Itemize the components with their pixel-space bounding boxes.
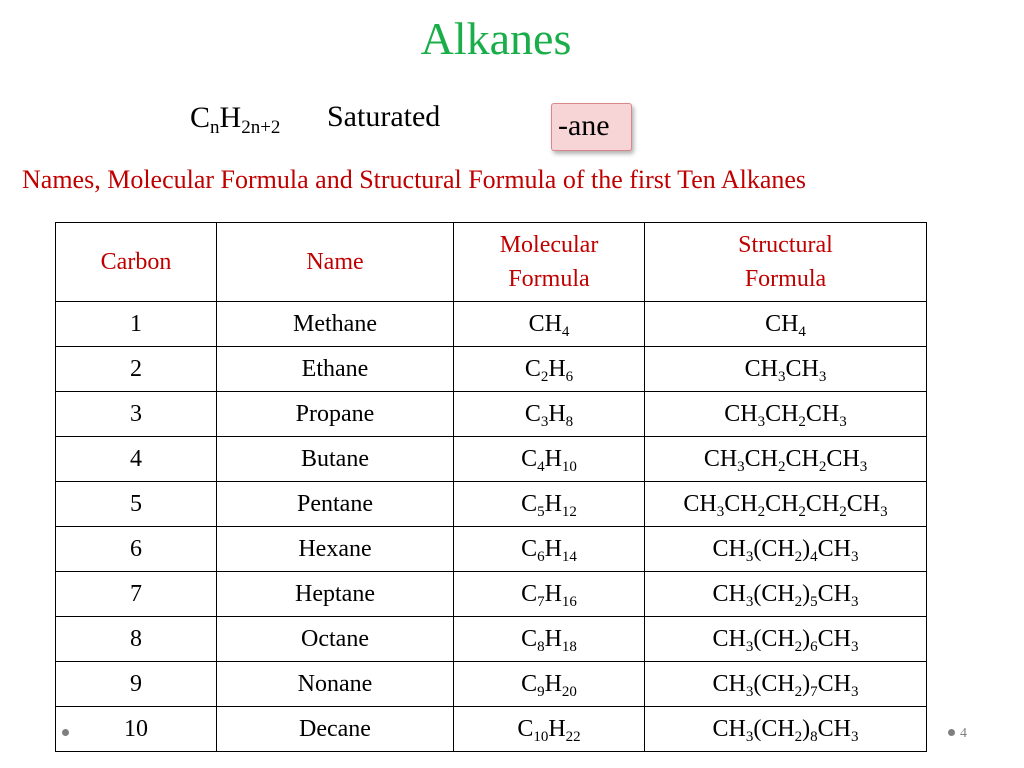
table-row xyxy=(56,617,927,662)
carbon-count-cell: 4 xyxy=(56,437,217,482)
header-carbon: Carbon xyxy=(56,223,217,302)
carbon-count-cell: 2 xyxy=(56,347,217,392)
carbon-count-cell: 8 xyxy=(56,617,217,662)
structural-formula-cell: $CH_3(CH_2)_4CH_3$ xyxy=(645,527,927,572)
carbon-count-cell: 5 xyxy=(56,482,217,527)
structural-formula-cell: $CH_3CH_3$ xyxy=(645,347,927,392)
molecular-formula-cell: $C_8H_{18}$ xyxy=(454,617,645,662)
table-row xyxy=(56,572,927,617)
structural-formula-cell: $CH_3(CH_2)_8CH_3$ xyxy=(645,707,927,752)
molecular-formula-cell: $C_9H_{20}$ xyxy=(454,662,645,707)
molecular-formula-cell: $C_3H_8$ xyxy=(454,392,645,437)
name-cell: Methane xyxy=(217,302,454,347)
structural-formula-cell: $CH_3CH_2CH_2CH_3$ xyxy=(645,437,927,482)
table-row xyxy=(56,347,927,392)
molecular-formula-cell: $C_5H_{12}$ xyxy=(454,482,645,527)
table-header-row xyxy=(56,223,927,302)
name-cell: Nonane xyxy=(217,662,454,707)
structural-formula-cell: $CH_3(CH_2)_5CH_3$ xyxy=(645,572,927,617)
table-row xyxy=(56,707,927,752)
molecular-formula-cell: $CH_4$ xyxy=(454,302,645,347)
name-cell: Ethane xyxy=(217,347,454,392)
slide-title: Alkanes xyxy=(420,13,572,64)
carbon-count-cell: 1 xyxy=(56,302,217,347)
page-number: 4 xyxy=(960,726,967,741)
bullet-dot-icon xyxy=(948,729,955,736)
name-cell: Propane xyxy=(217,392,454,437)
carbon-count-cell: 3 xyxy=(56,392,217,437)
saturation-label: Saturated xyxy=(327,100,441,133)
table-row xyxy=(56,302,927,347)
name-cell: Heptane xyxy=(217,572,454,617)
structural-formula-cell: $CH_3(CH_2)_7CH_3$ xyxy=(645,662,927,707)
carbon-count-cell: 6 xyxy=(56,527,217,572)
structural-formula-cell: $CH_3CH_2CH_3$ xyxy=(645,392,927,437)
name-cell: Pentane xyxy=(217,482,454,527)
bullet-dot-icon xyxy=(62,729,69,736)
structural-formula-cell: $CH_4$ xyxy=(645,302,927,347)
structural-formula-cell: $CH_3(CH_2)_6CH_3$ xyxy=(645,617,927,662)
molecular-formula-cell: $C_{10}H_{22}$ xyxy=(454,707,645,752)
table-subtitle: Names, Molecular Formula and Structural Formula of the first Ten Alkanes xyxy=(22,165,807,194)
table-row xyxy=(56,392,927,437)
structural-formula-cell: $CH_3CH_2CH_2CH_2CH_3$ xyxy=(645,482,927,527)
carbon-count-cell: 9 xyxy=(56,662,217,707)
carbon-count-cell: 10 xyxy=(56,707,217,752)
name-cell: Hexane xyxy=(217,527,454,572)
header-structural-formula: Structural Formula xyxy=(645,223,927,302)
molecular-formula-cell: $C_7H_{16}$ xyxy=(454,572,645,617)
suffix-badge: -ane xyxy=(551,103,632,151)
table-row xyxy=(56,662,927,707)
name-cell: Butane xyxy=(217,437,454,482)
name-cell: Decane xyxy=(217,707,454,752)
table-row xyxy=(56,437,927,482)
molecular-formula-cell: $C_2H_6$ xyxy=(454,347,645,392)
table-row xyxy=(56,482,927,527)
alkanes-table xyxy=(55,222,927,752)
carbon-count-cell: 7 xyxy=(56,572,217,617)
molecular-formula-cell: $C_4H_{10}$ xyxy=(454,437,645,482)
table-row xyxy=(56,527,927,572)
header-molecular-formula: Molecular Formula xyxy=(454,223,645,302)
header-name: Name xyxy=(217,223,454,302)
molecular-formula-cell: $C_6H_{14}$ xyxy=(454,527,645,572)
name-cell: Octane xyxy=(217,617,454,662)
general-formula: $C_nH_{2n+2}$ xyxy=(190,101,281,138)
